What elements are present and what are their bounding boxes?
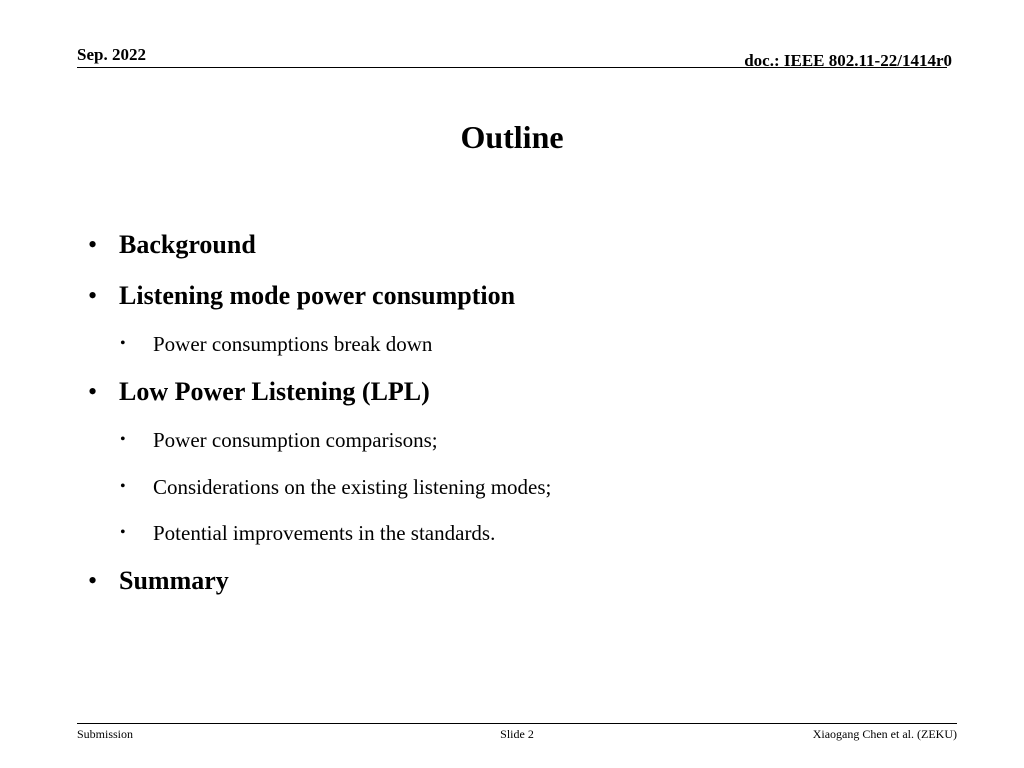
header-doc-id: doc.: IEEE 802.11-22/1414r0 [744, 51, 952, 70]
sub-bullet-item [120, 474, 551, 500]
bullet-icon: • [120, 478, 126, 495]
bullet-icon: • [120, 335, 126, 352]
sub-bullet-item [120, 520, 495, 546]
bullet-icon: • [120, 431, 126, 448]
bullet-item [88, 230, 256, 260]
bullet-icon: • [88, 230, 98, 259]
footer-slide-number: Slide 2 [500, 727, 534, 741]
bullet-text: Potential improvements in the standards. [153, 521, 496, 545]
bullet-icon: • [88, 281, 98, 310]
bullet-item [88, 281, 515, 311]
footer-divider [77, 723, 957, 724]
bullet-text: Listening mode power consumption [119, 281, 516, 310]
header-date: Sep. 2022 [77, 45, 146, 64]
bullet-item [88, 566, 229, 596]
bullet-text: Low Power Listening (LPL) [119, 377, 430, 406]
sub-bullet-item [120, 331, 432, 357]
bullet-icon: • [120, 524, 126, 541]
bullet-item [88, 377, 430, 407]
bullet-icon: • [88, 566, 98, 595]
bullet-text: Power consumptions break down [153, 332, 433, 356]
bullet-text: Summary [119, 566, 229, 595]
bullet-icon: • [88, 377, 98, 406]
slide-title: Outline [460, 119, 564, 155]
bullet-text: Background [119, 230, 256, 259]
bullet-text: Power consumption comparisons; [153, 428, 438, 452]
sub-bullet-item [120, 427, 438, 453]
footer-submission: Submission [77, 727, 134, 741]
footer-author: Xiaogang Chen et al. (ZEKU) [812, 727, 957, 741]
bullet-text: Considerations on the existing listening modes; [153, 475, 552, 499]
